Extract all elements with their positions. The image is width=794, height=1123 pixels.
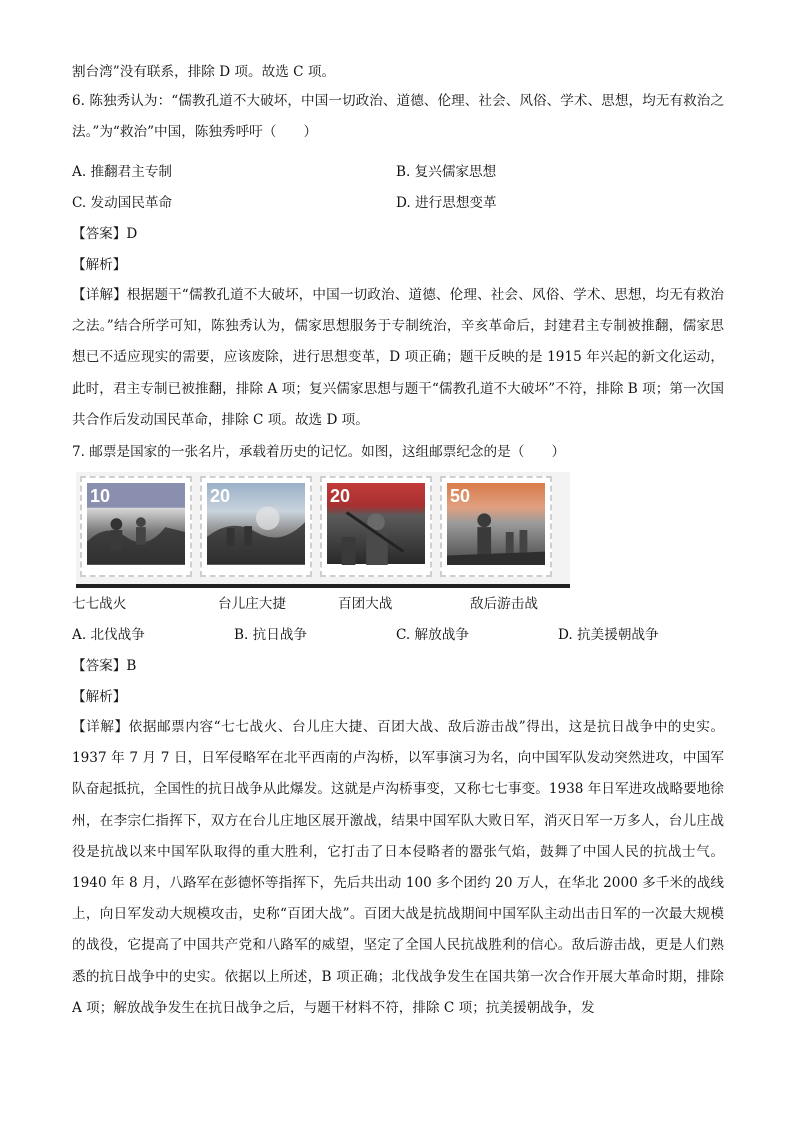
stamp-3-value: 20 <box>330 486 351 506</box>
q6-option-a: A. 推翻君主专制 <box>72 164 173 180</box>
stamp-1-value: 10 <box>90 486 111 506</box>
stamp-caption-4: 敌后游击战 <box>470 596 538 612</box>
question-6-stem: 6. 陈独秀认为：“儒教孔道不大破坏，中国一切政治、道德、伦理、社会、风俗、学术、思想，均无有救治之法。”为“救治”中国，陈独秀呼吁（ ） <box>72 93 724 141</box>
stamp-4-value: 50 <box>450 486 471 506</box>
q6-analysis-label: 【解析】 <box>72 257 127 273</box>
q6-option-c: C. 发动国民革命 <box>72 195 173 211</box>
stamp-2-value: 20 <box>210 486 231 506</box>
question-7-stem: 7. 邮票是国家的一张名片，承载着历史的记忆。如图，这组邮票纪念的是（ ） <box>72 444 566 460</box>
stamp-caption-2: 台儿庄大捷 <box>218 596 286 612</box>
q6-answer: 【答案】D <box>72 226 138 242</box>
q6-option-d: D. 进行思想变革 <box>396 195 497 211</box>
continued-text: 割台湾”没有联系，排除 D 项。故选 C 项。 <box>72 64 336 80</box>
q7-analysis-label: 【解析】 <box>72 689 127 705</box>
q7-detail: 【详解】依据邮票内容“七七战火、台儿庄大捷、百团大战、敌后游击战”得出，这是抗日战争中的史实。1937 年 7 月 7 日，日军侵略军在北平西南的卢沟桥，以军事演习为名，向中国军队发动突然进攻，中国军队奋起抵抗，全国性的抗日战争从此爆发。这就是卢沟桥事变，又称七七事变。1938 年日军进攻战略要地徐州，在李宗仁指挥下，双方在台儿庄地区展开激战，结果中国军队大败日军，消灭日军一万多人，台儿庄战役是抗战以来中国军队取得的重大胜利，它打击了日本侵略者的嚣张气焰，鼓舞了中国人民的抗战士气。1940 年 8 月，八路军在彭德怀等指挥下，先后共出动 100 多个团约 20 万人，在华北 2000 多千米的战线上，向日军发动大规模攻击，史称“百团大战”。百团大战是抗战期间中国军队主动出击日军的一次最大规模的战役，它提高了中国共产党和八路军的威望，坚定了全国人民抗战胜利的信心。敌后游击战，更是人们熟悉的抗日战争中的史实。依据以上所述，B 项正确；北伐战争发生在国共第一次合作开展大革命时期，排除 A 项；解放战争发生在抗日战争之后，与题干材料不符，排除 C 项；抗美援朝战争，发 <box>72 719 724 1016</box>
q6-detail: 【详解】根据题干“儒教孔道不大破坏，中国一切政治、道德、伦理、社会、风俗、学术、思想，均无有救治之法。”结合所学可知，陈独秀认为，儒家思想服务于专制统治，辛亥革命后，封建君主专制被推翻，儒家思想已不适应现实的需要，应该废除，进行思想变革，D 项正确；题干反映的是 1915 年兴起的新文化运动，此时，君主专制已被推翻，排除 A 项；复兴儒家思想与题干“儒教孔道不大破坏”不符，排除 B 项；第一次国共合作后发动国民革命，排除 C 项。故选 D 项。 <box>72 287 724 428</box>
stamp-2 <box>200 476 312 577</box>
stamp-caption-3: 百团大战 <box>338 596 393 612</box>
stamp-3 <box>320 476 432 577</box>
q7-answer: 【答案】B <box>72 658 137 674</box>
q7-option-d: D. 抗美援朝战争 <box>558 627 659 643</box>
q6-option-b: B. 复兴儒家思想 <box>396 164 497 180</box>
stamp-4 <box>440 476 552 577</box>
stamp-caption-1: 七七战火 <box>72 596 127 612</box>
q7-option-c: C. 解放战争 <box>396 627 469 643</box>
q7-option-a: A. 北伐战争 <box>72 627 145 643</box>
q7-option-b: B. 抗日战争 <box>234 627 308 643</box>
stamp-1 <box>80 476 192 577</box>
stamp-set-image <box>76 472 570 588</box>
